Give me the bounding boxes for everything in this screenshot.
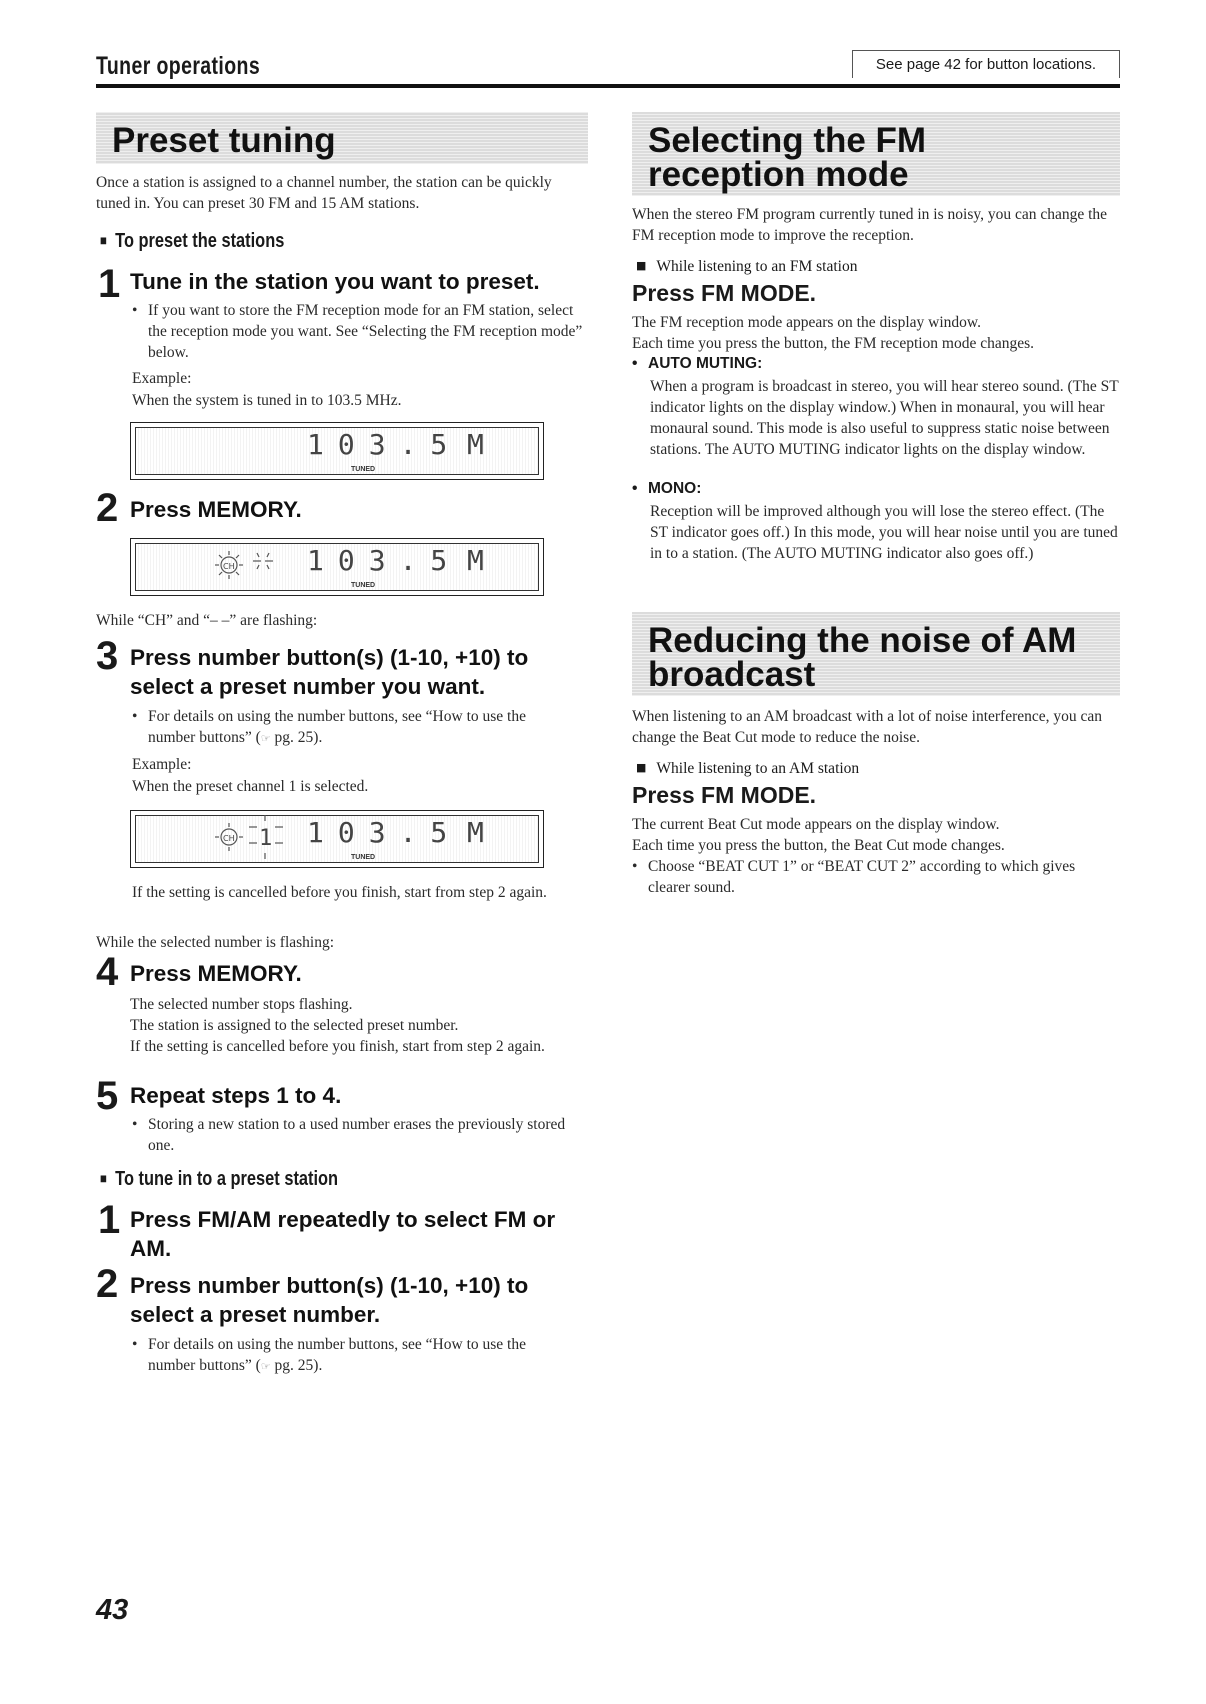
step-1-bullet: • If you want to store the FM reception mode for an FM station, select the reception mode you want. See “Selecting the FM reception mode” below. bbox=[132, 300, 588, 363]
step-4-line1: The selected number stops flashing. bbox=[130, 996, 353, 1013]
lcd-display-3 bbox=[130, 810, 544, 868]
svg-text:CH: CH bbox=[223, 834, 235, 843]
header-divider bbox=[96, 84, 1120, 88]
step-1-title: Tune in the station you want to preset. bbox=[130, 269, 540, 294]
tune-step-2-title-line1: Press number button(s) (1-10, +10) to bbox=[130, 1273, 529, 1298]
preset-tuning-heading: Preset tuning bbox=[112, 121, 336, 160]
step-3-bullet-line2: number buttons” ( bbox=[148, 729, 261, 746]
tune-step-2-bullet bbox=[132, 1334, 588, 1377]
step-1-example-text: When the system is tuned in to 103.5 MHz. bbox=[132, 392, 402, 409]
step-5-title: Repeat steps 1 to 4. bbox=[130, 1083, 342, 1108]
am-noise-heading-line1: Reducing the noise of AM bbox=[648, 621, 1077, 660]
lcd-display-2 bbox=[130, 538, 544, 596]
section-title: Tuner operations bbox=[96, 52, 261, 80]
preset-channel-digit: 1 bbox=[259, 826, 273, 851]
beat-cut-bullet: • Choose “BEAT CUT 1” or “BEAT CUT 2” according to which gives clearer sound. bbox=[632, 856, 1120, 898]
step-3-title-line1: Press number button(s) (1-10, +10) to bbox=[130, 645, 529, 670]
preset-channel-icon bbox=[209, 813, 289, 861]
mono-label: • MONO: bbox=[632, 480, 701, 498]
tune-step-2-title-line2: select a preset number. bbox=[130, 1302, 381, 1327]
step-3-bullet-page: pg. 25). bbox=[270, 729, 323, 746]
fm-mode-line2: Each time you press the button, the FM reception mode changes. bbox=[632, 335, 1035, 352]
step-3-bullet bbox=[132, 706, 588, 749]
press-fm-mode-label: Press FM MODE. bbox=[632, 280, 817, 306]
tune-step-1-title-line1: Press FM/AM repeatedly to select FM or bbox=[130, 1207, 556, 1232]
fm-mode-heading-line2: reception mode bbox=[648, 155, 909, 194]
fm-mode-intro: When the stereo FM program currently tuned in is noisy, you can change the FM reception mode to improve the reception. bbox=[632, 206, 1108, 244]
am-noise-line1: The current Beat Cut mode appears on the display window. bbox=[632, 816, 1000, 833]
step-4-line2: The station is assigned to the selected preset number. bbox=[130, 1017, 459, 1034]
press-fm-mode-am-label: Press FM MODE. bbox=[632, 782, 817, 808]
step-1-example-label: Example: bbox=[132, 370, 192, 387]
preset-tuning-banner bbox=[96, 112, 588, 164]
tune-step-2-number: 2 bbox=[96, 1262, 119, 1306]
step-5-bullet: • Storing a new station to a used number erases the previously stored one. bbox=[132, 1114, 588, 1156]
fm-mode-banner bbox=[632, 112, 1120, 196]
while-number-flashing: While the selected number is flashing: bbox=[96, 934, 335, 951]
fm-mode-line1: The FM reception mode appears on the display window. bbox=[632, 314, 981, 331]
to-preset-heading: ■ To preset the stations bbox=[100, 230, 284, 253]
step-1-number: 1 bbox=[98, 262, 121, 306]
step-4-line3: If the setting is cancelled before you finish, start from step 2 again. bbox=[130, 1038, 545, 1055]
step-3-title-line2: select a preset number you want. bbox=[130, 674, 486, 699]
step-4-title: Press MEMORY. bbox=[130, 961, 302, 986]
page-reference-icon: ☞ bbox=[260, 732, 271, 745]
flashing-ch-icon bbox=[209, 547, 289, 587]
step-3-number: 3 bbox=[96, 634, 119, 678]
lcd-frequency: 103.5 bbox=[307, 544, 462, 577]
lcd-unit: M bbox=[467, 544, 484, 577]
preset-intro: Once a station is assigned to a channel number, the station can be quickly tuned in. You can preset 30 FM and 15 AM stations. bbox=[96, 174, 552, 212]
am-noise-line2: Each time you press the button, the Beat Cut mode changes. bbox=[632, 837, 1005, 854]
tuned-indicator: TUNED bbox=[351, 582, 376, 589]
step-3-example-text: When the preset channel 1 is selected. bbox=[132, 778, 369, 795]
step-4-number: 4 bbox=[96, 950, 119, 994]
auto-muting-text: When a program is broadcast in stereo, you will hear stereo sound. (The ST indicator lights on the display window.) When in monaural, you will hear monaural sound. This mode is also useful to suppress static noise between stations. The AUTO MUTING indicator lights on the display window. bbox=[650, 378, 1119, 458]
tune-step-2-bullet-line2: number buttons” ( bbox=[148, 1357, 261, 1374]
am-while-listening: ■ While listening to an AM station bbox=[636, 760, 859, 778]
page-reference-icon: ☞ bbox=[260, 1360, 271, 1373]
page-number: 43 bbox=[96, 1594, 129, 1626]
tune-step-2-bullet-line1: For details on using the number buttons, see “How to use the bbox=[148, 1336, 526, 1353]
lcd-frequency: 103.5 bbox=[307, 816, 462, 849]
tuned-indicator: TUNED bbox=[351, 854, 376, 861]
step-2-number: 2 bbox=[96, 486, 119, 530]
lcd-frequency: 103.5 bbox=[307, 428, 462, 461]
am-noise-heading-line2: broadcast bbox=[648, 655, 816, 694]
tune-step-1-title-line2: AM. bbox=[130, 1236, 172, 1261]
auto-muting-label: • AUTO MUTING: bbox=[632, 355, 762, 373]
step-3-bullet-line1: For details on using the number buttons, see “How to use the bbox=[148, 708, 526, 725]
svg-text:CH: CH bbox=[223, 562, 235, 571]
lcd-unit: M bbox=[467, 428, 484, 461]
tuned-indicator: TUNED bbox=[351, 466, 376, 473]
tune-step-1-number: 1 bbox=[98, 1198, 121, 1242]
mono-text: Reception will be improved although you will lose the stereo effect. (The ST indicator goes off.) In this mode, you will hear noise until you are tuned in to a station. (The AUTO MUTING indicator also goes off.) bbox=[650, 503, 1118, 562]
lcd-unit: M bbox=[467, 816, 484, 849]
while-ch-flashing: While “CH” and “– –” are flashing: bbox=[96, 612, 318, 629]
fm-mode-heading-line1: Selecting the FM bbox=[648, 121, 927, 160]
lcd-display-1 bbox=[130, 422, 544, 480]
step-5-number: 5 bbox=[96, 1074, 119, 1118]
step-3-example-label: Example: bbox=[132, 756, 192, 773]
fm-while-listening: ■ While listening to an FM station bbox=[636, 258, 857, 276]
am-noise-intro: When listening to an AM broadcast with a lot of noise interference, you can change the Beat Cut mode to reduce the noise. bbox=[632, 708, 1103, 746]
button-locations-note: See page 42 for button locations. bbox=[852, 50, 1120, 78]
step-2-title: Press MEMORY. bbox=[130, 497, 302, 522]
am-noise-banner bbox=[632, 612, 1120, 696]
tune-step-2-bullet-page: pg. 25). bbox=[270, 1357, 323, 1374]
to-tune-preset-heading: ■ To tune in to a preset station bbox=[100, 1168, 338, 1191]
cancel-note: If the setting is cancelled before you finish, start from step 2 again. bbox=[132, 884, 547, 901]
